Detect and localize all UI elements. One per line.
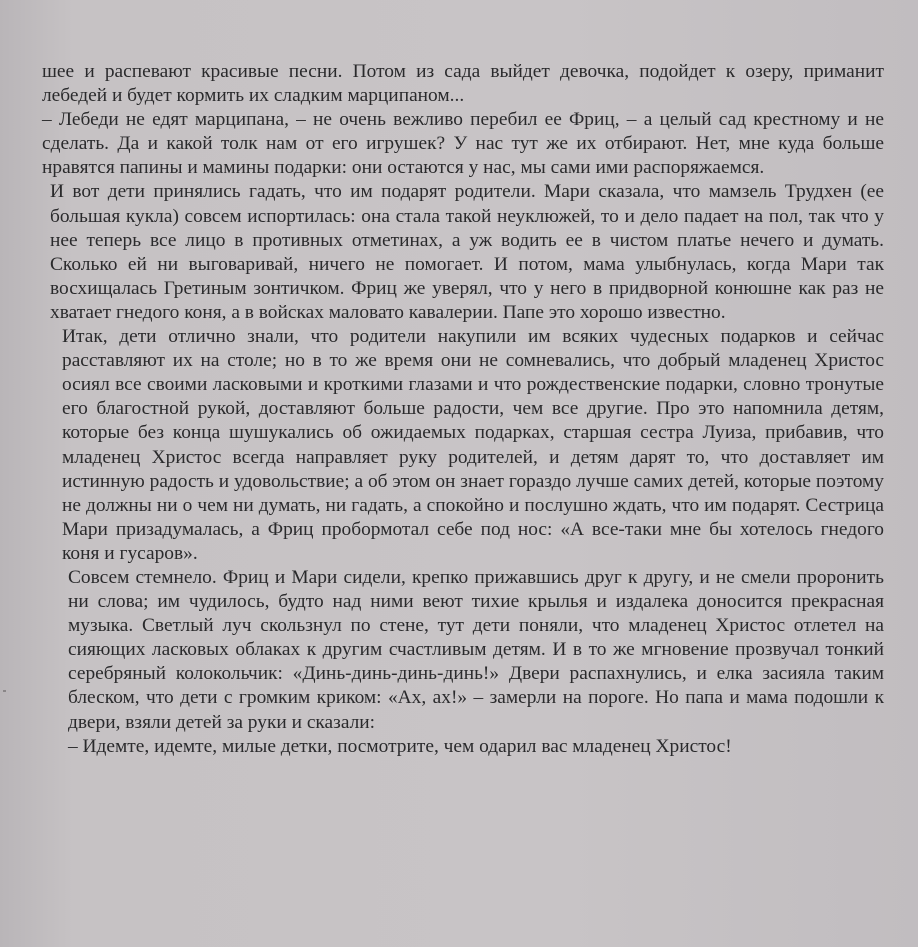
paragraph-5: Совсем стемнело. Фриц и Мари сидели, крепко прижавшись друг к другу, и не смели проронить ни слова; им чудилось, будто над ними веют тихие крылья и издалека доносится прекрасная музыка. Светлый луч скользнул по стене, тут дети поняли, что младенец Христос отлетел на сияющих ласковых облаках к другим счастливым детям. И в то же мгновение прозвучал тонкий серебряный колокольчик: «Динь-динь-динь-динь!» Двери распахнулись, и елка засияла таким блеском, что дети с громким криком: «Ах, ах!» – замерли на пороге. Но папа и мама подошли к двери, взяли детей за руки и сказали:: [68, 566, 884, 733]
paragraph-4: Итак, дети отлично знали, что родители накупили им всяких чудесных подарков и сейчас расставляют их на столе; но в то же время они не сомневались, что добрый младенец Христос осиял все своими ласковыми и кроткими глазами и что рождественские подарки, словно тронутые его благостной рукой, доставляют больше радости, чем все другие. Про это напомнила детям, которые без конца шушукались об ожидаемых подарках, старшая сестра Луиза, прибавив, что младенец Христос всегда направляет руку родителей, и детям дарят то, что доставляет им истинную радость и удовольствие; а об этом он знает гораздо лучше самих детей, которые поэтому не должны ни о чем ни думать, ни гадать, а спокойно и послушно ждать, что им подарят. Сестрица Мари призадумалась, а Фриц пробормотал себе под нос: «А все-таки мне бы хотелось гнедого коня и гусаров».: [62, 326, 884, 564]
paragraph-1: шее и распевают красивые песни. Потом из сада выйдет девочка, подойдет к озеру, приманит лебедей и будет кормить их сладким марципаном...: [42, 61, 884, 107]
paragraph-6: – Идемте, идемте, милые детки, посмотрите, чем одарил вас младенец Христос!: [68, 735, 732, 757]
page-speck: [3, 690, 6, 692]
paragraph-2: – Лебеди не едят марципана, – не очень вежливо перебил ее Фриц, – а целый сад крестному и не сделать. Да и какой толк нам от его игрушек? У нас тут же их отбирают. Нет, мне куда больше нравятся папины и мамины подарки: они остаются у нас, мы сами ими распоряжаемся.: [42, 109, 884, 179]
paragraph-3: И вот дети принялись гадать, что им подарят родители. Мари сказала, что мамзель Трудхен (ее большая кукла) совсем испортилась: она стала такой неуклюжей, то и дело падает на пол, так что у нее теперь все лицо в противных отметинах, а уж водить ее в чистом платье нечего и думать. Сколько ей ни выговаривай, ничего не помогает. И потом, мама улыбнулась, когда Мари так восхищалась Гретиным зонтичком. Фриц же уверял, что у него в придворной конюшне как раз не хватает гнедого коня, а в войсках маловато кавалерии. Папе это хорошо известно.: [50, 181, 884, 323]
book-page-text: [42, 60, 884, 759]
